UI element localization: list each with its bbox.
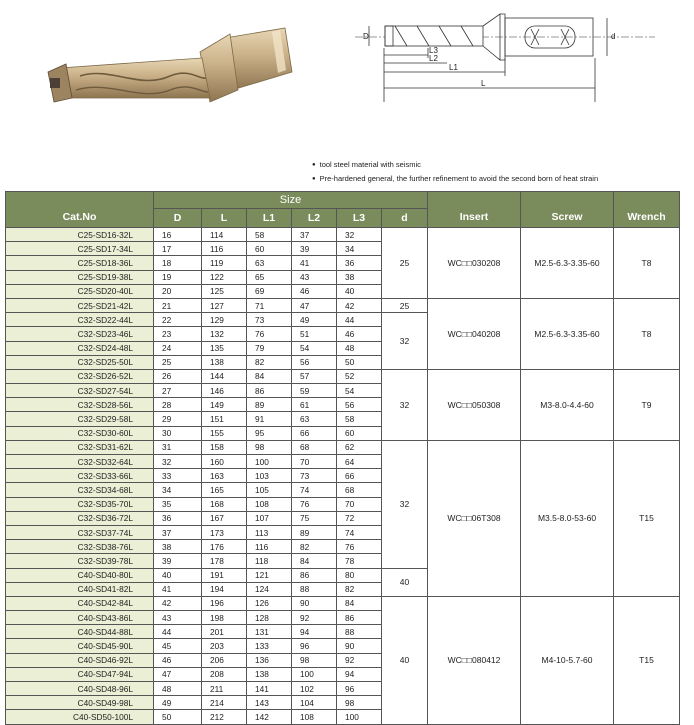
cell-size-L: 125	[202, 284, 247, 298]
cell-size-L: 178	[202, 554, 247, 568]
cell-size-L3: 82	[337, 582, 382, 596]
cell-cat-no: C40-SD40-80L	[6, 568, 154, 582]
cell-size-L2: 68	[292, 440, 337, 454]
cell-size-L3: 40	[337, 284, 382, 298]
cell-cat-no: C32-SD27-54L	[6, 384, 154, 398]
cell-size-L3: 38	[337, 270, 382, 284]
cell-cat-no: C25-SD21-42L	[6, 298, 154, 312]
cell-size-D: 37	[154, 525, 202, 539]
spec-table-body	[6, 228, 680, 725]
cell-size-L1: 73	[247, 313, 292, 327]
cell-size-L1: 105	[247, 483, 292, 497]
cell-cat-no: C32-SD32-64L	[6, 455, 154, 469]
cell-insert: WC□□06T308	[428, 440, 521, 596]
cell-insert: WC□□080412	[428, 596, 521, 724]
cell-size-L2: 51	[292, 327, 337, 341]
cell-size-L: 151	[202, 412, 247, 426]
cell-size-L2: 37	[292, 228, 337, 242]
cell-size-L: 119	[202, 256, 247, 270]
cell-size-L2: 104	[292, 696, 337, 710]
cell-size-D: 26	[154, 369, 202, 383]
cell-cat-no: C40-SD50-100L	[6, 710, 154, 724]
cell-cat-no: C40-SD41-82L	[6, 582, 154, 596]
cell-size-L2: 41	[292, 256, 337, 270]
cell-size-L3: 88	[337, 625, 382, 639]
cell-size-L: 212	[202, 710, 247, 724]
cell-size-D: 35	[154, 497, 202, 511]
cell-size-L2: 74	[292, 483, 337, 497]
cell-size-L3: 80	[337, 568, 382, 582]
cell-size-L2: 98	[292, 653, 337, 667]
cell-size-L1: 95	[247, 426, 292, 440]
header-L: L	[202, 209, 247, 228]
cell-size-L3: 84	[337, 596, 382, 610]
cell-cat-no: C32-SD30-60L	[6, 426, 154, 440]
cell-size-L: 138	[202, 355, 247, 369]
cell-size-L1: 124	[247, 582, 292, 596]
cell-cat-no: C32-SD23-46L	[6, 327, 154, 341]
cell-cat-no: C32-SD26-52L	[6, 369, 154, 383]
cell-size-L1: 141	[247, 682, 292, 696]
cell-size-L1: 133	[247, 639, 292, 653]
cell-size-L: 214	[202, 696, 247, 710]
cell-cat-no: C40-SD44-88L	[6, 625, 154, 639]
cell-size-L1: 108	[247, 497, 292, 511]
cell-size-L1: 89	[247, 398, 292, 412]
cell-size-L1: 103	[247, 469, 292, 483]
cell-size-L3: 60	[337, 426, 382, 440]
cell-cat-no: C32-SD22-44L	[6, 313, 154, 327]
cell-size-L2: 39	[292, 242, 337, 256]
cell-size-L3: 76	[337, 540, 382, 554]
cell-size-L3: 44	[337, 313, 382, 327]
cell-size-D: 22	[154, 313, 202, 327]
cell-size-L3: 100	[337, 710, 382, 724]
cell-size-L: 201	[202, 625, 247, 639]
cell-size-L1: 118	[247, 554, 292, 568]
cell-size-L: 194	[202, 582, 247, 596]
cell-size-L3: 64	[337, 455, 382, 469]
dim-label-L3: L3	[429, 46, 438, 55]
cell-size-D: 43	[154, 611, 202, 625]
cell-size-L: 129	[202, 313, 247, 327]
cell-size-L1: 84	[247, 369, 292, 383]
cell-shank-d: 32	[382, 313, 428, 370]
cell-size-L3: 36	[337, 256, 382, 270]
cell-size-L2: 75	[292, 511, 337, 525]
cell-size-L3: 48	[337, 341, 382, 355]
cell-size-L1: 65	[247, 270, 292, 284]
cell-shank-d: 40	[382, 596, 428, 724]
cell-size-L3: 90	[337, 639, 382, 653]
dim-label-L: L	[481, 79, 486, 88]
cell-size-L2: 88	[292, 582, 337, 596]
cell-cat-no: C40-SD46-92L	[6, 653, 154, 667]
cell-size-D: 34	[154, 483, 202, 497]
cell-size-L3: 96	[337, 682, 382, 696]
cell-size-D: 18	[154, 256, 202, 270]
cell-size-L3: 46	[337, 327, 382, 341]
cell-size-D: 19	[154, 270, 202, 284]
cell-size-L: 211	[202, 682, 247, 696]
cell-size-L2: 82	[292, 540, 337, 554]
cell-size-L3: 54	[337, 384, 382, 398]
cell-size-L1: 142	[247, 710, 292, 724]
cell-size-L3: 56	[337, 398, 382, 412]
cell-size-L: 208	[202, 667, 247, 681]
cell-size-L2: 100	[292, 667, 337, 681]
cell-size-L: 127	[202, 298, 247, 312]
cell-wrench: T8	[614, 298, 680, 369]
cell-size-L2: 76	[292, 497, 337, 511]
cell-size-L2: 90	[292, 596, 337, 610]
cell-size-D: 39	[154, 554, 202, 568]
cell-cat-no: C32-SD29-58L	[6, 412, 154, 426]
cell-size-D: 36	[154, 511, 202, 525]
cell-size-D: 29	[154, 412, 202, 426]
cell-size-L2: 61	[292, 398, 337, 412]
cell-size-L: 163	[202, 469, 247, 483]
cell-size-D: 30	[154, 426, 202, 440]
cell-size-L: 158	[202, 440, 247, 454]
note-material: ● tool steel material with seismic	[312, 158, 598, 172]
cell-size-L: 167	[202, 511, 247, 525]
cell-size-D: 24	[154, 341, 202, 355]
note-hardened: ● Pre-hardened general, the further refinement to avoid the second born of heat strain	[312, 172, 598, 186]
cell-size-L: 165	[202, 483, 247, 497]
cell-size-L2: 49	[292, 313, 337, 327]
dim-label-L1: L1	[449, 63, 458, 72]
cell-cat-no: C25-SD16-32L	[6, 228, 154, 242]
table-row	[6, 369, 680, 383]
cell-size-L2: 66	[292, 426, 337, 440]
cell-insert: WC□□030208	[428, 228, 521, 299]
cell-size-L: 176	[202, 540, 247, 554]
cell-size-L2: 73	[292, 469, 337, 483]
cell-shank-d: 32	[382, 440, 428, 568]
cell-size-L2: 86	[292, 568, 337, 582]
cell-size-L3: 72	[337, 511, 382, 525]
cell-size-L1: 98	[247, 440, 292, 454]
cell-size-L2: 94	[292, 625, 337, 639]
cell-size-L2: 59	[292, 384, 337, 398]
cell-cat-no: C32-SD24-48L	[6, 341, 154, 355]
cell-size-L3: 42	[337, 298, 382, 312]
table-row	[6, 298, 680, 312]
cell-cat-no: C32-SD34-68L	[6, 483, 154, 497]
dim-label-L2: L2	[429, 54, 438, 63]
cell-cat-no: C32-SD31-62L	[6, 440, 154, 454]
cell-wrench: T15	[614, 440, 680, 596]
cell-size-L2: 46	[292, 284, 337, 298]
cell-size-L3: 86	[337, 611, 382, 625]
cell-size-L2: 54	[292, 341, 337, 355]
dim-label-D: D	[363, 32, 369, 41]
cell-size-L3: 50	[337, 355, 382, 369]
cell-size-D: 46	[154, 653, 202, 667]
cell-size-L3: 70	[337, 497, 382, 511]
header-L2: L2	[292, 209, 337, 228]
cell-screw: M4-10-5.7-60	[521, 596, 614, 724]
cell-size-L2: 56	[292, 355, 337, 369]
cell-size-D: 42	[154, 596, 202, 610]
cell-screw: M3.5-8.0-53-60	[521, 440, 614, 596]
cell-cat-no: C40-SD49-98L	[6, 696, 154, 710]
cell-shank-d: 40	[382, 568, 428, 596]
cell-size-D: 20	[154, 284, 202, 298]
cell-size-L1: 116	[247, 540, 292, 554]
cell-cat-no: C25-SD20-40L	[6, 284, 154, 298]
cell-size-L: 160	[202, 455, 247, 469]
cell-size-L3: 58	[337, 412, 382, 426]
cell-size-L1: 82	[247, 355, 292, 369]
cell-size-L: 168	[202, 497, 247, 511]
cell-screw: M3-8.0-4.4-60	[521, 369, 614, 440]
cell-size-L: 135	[202, 341, 247, 355]
cell-wrench: T9	[614, 369, 680, 440]
cell-cat-no: C40-SD45-90L	[6, 639, 154, 653]
cell-cat-no: C25-SD18-36L	[6, 256, 154, 270]
cell-cat-no: C25-SD19-38L	[6, 270, 154, 284]
cell-size-L1: 76	[247, 327, 292, 341]
cell-size-L: 144	[202, 369, 247, 383]
cell-size-L3: 78	[337, 554, 382, 568]
header-screw: Screw	[521, 192, 614, 228]
cell-size-L: 191	[202, 568, 247, 582]
cell-size-L1: 86	[247, 384, 292, 398]
cell-cat-no: C32-SD25-50L	[6, 355, 154, 369]
cell-wrench: T8	[614, 228, 680, 299]
cell-size-L3: 98	[337, 696, 382, 710]
cell-size-D: 41	[154, 582, 202, 596]
feature-notes	[312, 158, 598, 186]
cell-cat-no: C32-SD37-74L	[6, 525, 154, 539]
cell-size-L2: 102	[292, 682, 337, 696]
cell-cat-no: C32-SD28-56L	[6, 398, 154, 412]
cell-size-L: 114	[202, 228, 247, 242]
cell-shank-d: 32	[382, 369, 428, 440]
cell-screw: M2.5-6.3-3.35-60	[521, 298, 614, 369]
cell-size-L3: 94	[337, 667, 382, 681]
cell-size-L2: 84	[292, 554, 337, 568]
cell-size-L: 198	[202, 611, 247, 625]
cell-size-D: 44	[154, 625, 202, 639]
cell-size-L1: 69	[247, 284, 292, 298]
cell-size-L1: 71	[247, 298, 292, 312]
cell-size-L2: 89	[292, 525, 337, 539]
cell-size-D: 21	[154, 298, 202, 312]
cell-size-D: 23	[154, 327, 202, 341]
table-row	[6, 228, 680, 242]
cell-size-L1: 79	[247, 341, 292, 355]
cell-cat-no: C32-SD39-78L	[6, 554, 154, 568]
cell-size-D: 28	[154, 398, 202, 412]
header-wrench: Wrench	[614, 192, 680, 228]
cell-size-L1: 143	[247, 696, 292, 710]
cell-wrench: T15	[614, 596, 680, 724]
cell-size-L2: 70	[292, 455, 337, 469]
cell-size-L1: 126	[247, 596, 292, 610]
cell-size-D: 33	[154, 469, 202, 483]
cell-screw: M2.5-6.3-3.35-60	[521, 228, 614, 299]
table-row	[6, 596, 680, 610]
cell-size-L3: 32	[337, 228, 382, 242]
cell-size-L: 196	[202, 596, 247, 610]
cell-size-L1: 60	[247, 242, 292, 256]
cell-size-L: 155	[202, 426, 247, 440]
cell-shank-d: 25	[382, 228, 428, 299]
cell-cat-no: C40-SD42-84L	[6, 596, 154, 610]
cell-size-L3: 62	[337, 440, 382, 454]
cell-cat-no: C32-SD38-76L	[6, 540, 154, 554]
cell-size-L: 146	[202, 384, 247, 398]
cell-cat-no: C32-SD36-72L	[6, 511, 154, 525]
cell-size-D: 50	[154, 710, 202, 724]
header-d: d	[382, 209, 428, 228]
cell-size-L: 116	[202, 242, 247, 256]
cell-size-L: 206	[202, 653, 247, 667]
cell-size-L2: 108	[292, 710, 337, 724]
header-D: D	[154, 209, 202, 228]
table-row	[6, 440, 680, 454]
cell-size-L2: 43	[292, 270, 337, 284]
cell-size-L1: 63	[247, 256, 292, 270]
cell-size-L2: 57	[292, 369, 337, 383]
cell-size-L1: 138	[247, 667, 292, 681]
cell-size-L1: 136	[247, 653, 292, 667]
cell-size-L3: 52	[337, 369, 382, 383]
cell-insert: WC□□040208	[428, 298, 521, 369]
cell-size-L1: 100	[247, 455, 292, 469]
technical-drawing	[355, 8, 655, 108]
cell-size-L3: 74	[337, 525, 382, 539]
cell-size-L: 132	[202, 327, 247, 341]
cell-size-D: 31	[154, 440, 202, 454]
cell-cat-no: C40-SD48-96L	[6, 682, 154, 696]
cell-size-L3: 66	[337, 469, 382, 483]
cell-size-D: 40	[154, 568, 202, 582]
cell-size-L1: 91	[247, 412, 292, 426]
cell-size-D: 27	[154, 384, 202, 398]
cell-size-L2: 92	[292, 611, 337, 625]
drill-photo	[40, 20, 300, 120]
cell-size-L1: 113	[247, 525, 292, 539]
cell-size-L2: 47	[292, 298, 337, 312]
cell-size-L: 122	[202, 270, 247, 284]
cell-insert: WC□□050308	[428, 369, 521, 440]
cell-cat-no: C25-SD17-34L	[6, 242, 154, 256]
cell-size-L1: 58	[247, 228, 292, 242]
header-insert: Insert	[428, 192, 521, 228]
header-L1: L1	[247, 209, 292, 228]
header-L3: L3	[337, 209, 382, 228]
cell-size-L2: 63	[292, 412, 337, 426]
cell-size-L3: 68	[337, 483, 382, 497]
cell-size-L3: 92	[337, 653, 382, 667]
cell-cat-no: C32-SD35-70L	[6, 497, 154, 511]
cell-size-L1: 128	[247, 611, 292, 625]
cell-size-L1: 121	[247, 568, 292, 582]
cell-size-L1: 131	[247, 625, 292, 639]
cell-size-D: 38	[154, 540, 202, 554]
cell-size-D: 48	[154, 682, 202, 696]
cell-size-L: 173	[202, 525, 247, 539]
dim-label-d: d	[611, 32, 616, 41]
cell-size-L1: 107	[247, 511, 292, 525]
header-cat-no: Cat.No	[6, 192, 154, 228]
cell-cat-no: C40-SD43-86L	[6, 611, 154, 625]
cell-size-D: 17	[154, 242, 202, 256]
cell-cat-no: C32-SD33-66L	[6, 469, 154, 483]
cell-cat-no: C40-SD47-94L	[6, 667, 154, 681]
cell-size-L2: 96	[292, 639, 337, 653]
cell-size-D: 32	[154, 455, 202, 469]
cell-size-L3: 34	[337, 242, 382, 256]
cell-size-D: 49	[154, 696, 202, 710]
cell-size-L: 203	[202, 639, 247, 653]
spec-table	[5, 191, 680, 725]
cell-size-D: 25	[154, 355, 202, 369]
cell-size-D: 16	[154, 228, 202, 242]
cell-shank-d: 25	[382, 298, 428, 312]
cell-size-D: 45	[154, 639, 202, 653]
cell-size-L: 149	[202, 398, 247, 412]
header-size: Size	[154, 192, 428, 209]
cell-size-D: 47	[154, 667, 202, 681]
